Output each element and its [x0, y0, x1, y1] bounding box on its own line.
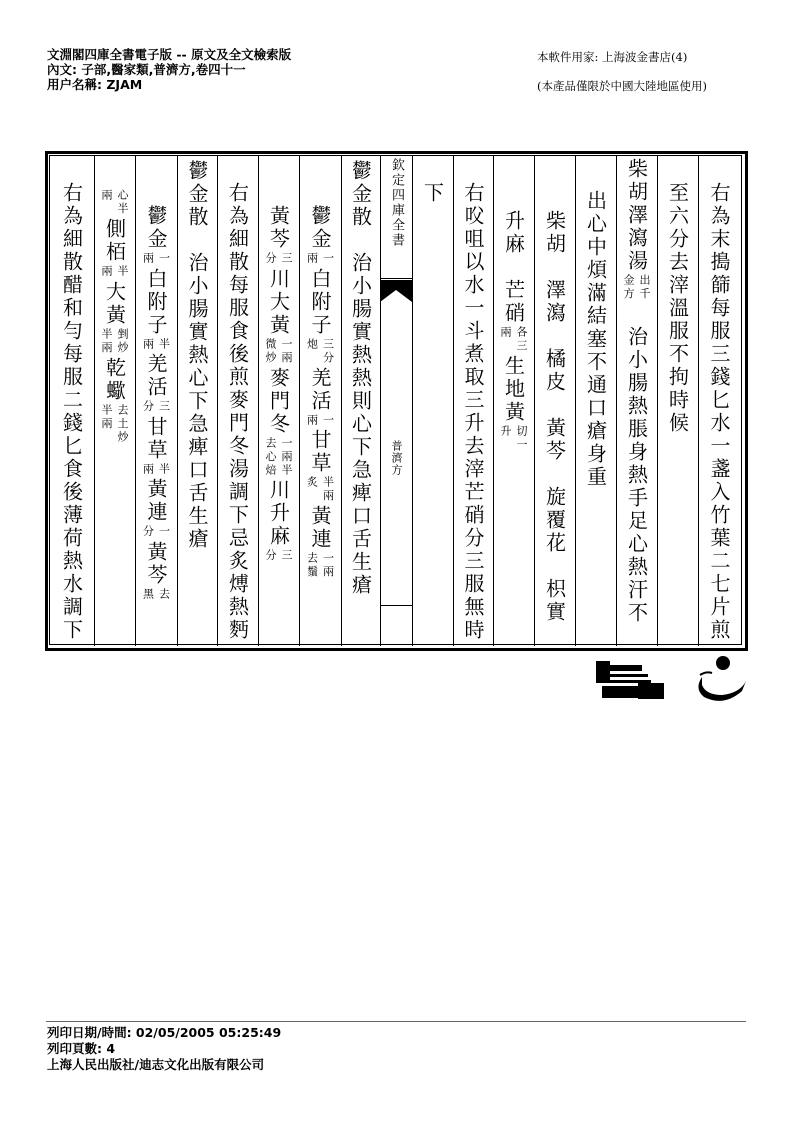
- column-divider: [412, 155, 413, 646]
- note-text: 分: [264, 252, 277, 266]
- interlinear-note: [499, 425, 528, 452]
- interlinear-note: [306, 414, 335, 428]
- note-text: 黑: [141, 587, 155, 601]
- text-column: [177, 0, 217, 551]
- restriction-text: (本產品僅限於中國大陸地區使用): [537, 79, 707, 93]
- main-text: 羌活: [144, 353, 168, 399]
- interlinear-note: [264, 437, 293, 478]
- note-text: 一: [321, 252, 335, 266]
- note-text: 一: [321, 413, 335, 427]
- publisher-logo: [590, 655, 750, 705]
- interlinear-note: [100, 328, 129, 355]
- footer-divider: [46, 1021, 746, 1022]
- main-text: 柴胡澤瀉湯: [624, 158, 649, 273]
- publishers: 上海人民出版社/迪志文化出版有限公司: [47, 1057, 265, 1072]
- main-text: 右為細散每服食後煎麥門冬湯調下忌炙煿熱麪: [225, 182, 250, 642]
- note-text: 去心焙: [264, 436, 277, 477]
- main-text: 黃連: [308, 505, 332, 551]
- main-text: 白附子: [144, 267, 168, 337]
- banner-title-text: 欽定四庫全書: [389, 158, 404, 248]
- note-text: 一兩半: [280, 436, 293, 477]
- note-text: 分: [141, 525, 155, 539]
- banner-book-title: [381, 440, 412, 476]
- note-text: 半: [116, 265, 129, 279]
- note-text: 各三: [515, 326, 528, 353]
- main-text: 下: [420, 182, 445, 205]
- note-text: 升: [499, 425, 512, 439]
- note-text: 兩: [141, 252, 155, 266]
- main-text: 麥門冬: [266, 366, 291, 436]
- note-text: 心半: [116, 189, 129, 216]
- text-column: [453, 0, 493, 642]
- banner-title: [381, 158, 412, 248]
- interlinear-note: [142, 463, 171, 477]
- main-text: 鬱金散 治小腸實熱熱則心下急痺口舌生瘡: [348, 160, 373, 597]
- banner-book-text: 普濟方: [390, 440, 403, 476]
- note-text: 切一: [515, 425, 528, 452]
- text-column: [698, 0, 740, 642]
- interlinear-note: [306, 338, 335, 365]
- note-text: 兩: [141, 462, 155, 476]
- books-logo-icon: [596, 661, 664, 699]
- interlinear-note: [142, 252, 171, 266]
- note-text: 三: [157, 400, 171, 414]
- interlinear-note: [306, 552, 335, 579]
- main-text: 鬱金: [308, 205, 332, 251]
- note-text: 半兩: [321, 476, 335, 503]
- main-text: 甘草: [308, 429, 332, 475]
- text-column: [258, 0, 299, 565]
- text-column: [575, 0, 616, 489]
- interlinear-note: [142, 588, 171, 602]
- interlinear-note: [142, 525, 171, 539]
- main-text: 出心中煩滿結塞不通口瘡身重: [583, 190, 608, 489]
- interlinear-note: [622, 274, 651, 301]
- text-column: [341, 0, 380, 597]
- note-text: 三分: [321, 337, 335, 365]
- note-text: 炮: [305, 337, 319, 351]
- note-text: 分: [141, 400, 155, 414]
- main-text: 川升麻: [266, 479, 291, 548]
- banner-bottom-divider: [380, 605, 412, 606]
- interlinear-note: [100, 404, 129, 445]
- user-name: 用户名稱: ZJAM: [47, 77, 143, 92]
- main-text: 黃連: [144, 478, 168, 524]
- text-column: [217, 0, 258, 642]
- note-text: 剉炒: [116, 327, 129, 355]
- note-text: 一兩: [280, 337, 293, 365]
- note-text: 半: [157, 462, 171, 476]
- text-column: [49, 0, 94, 642]
- note-text: 一兩: [321, 552, 335, 579]
- note-text: 出千: [638, 274, 651, 301]
- note-text: 兩: [141, 337, 155, 351]
- fishtail-mark-icon: [380, 280, 412, 302]
- main-text: 右為末搗篩每服三錢匕水一盞入竹葉二七片煎: [707, 182, 731, 642]
- main-text: 治小腸熱脹身熱手足心熱汗不: [624, 303, 649, 625]
- note-text: 一: [157, 525, 171, 539]
- text-column: [135, 0, 177, 603]
- interlinear-note: [100, 189, 129, 216]
- main-text: 升麻 芒硝: [501, 210, 526, 325]
- note-text: 兩: [499, 326, 512, 340]
- note-text: 兩: [100, 265, 113, 279]
- text-column: [616, 0, 657, 625]
- note-text: 兩: [305, 413, 319, 427]
- note-text: 去: [157, 587, 171, 601]
- note-text: 三: [280, 549, 293, 563]
- note-text: 炙: [305, 476, 319, 490]
- note-text: 兩: [100, 189, 113, 203]
- print-pages: 列印頁數: 4: [47, 1041, 116, 1056]
- interlinear-note: [264, 549, 293, 563]
- interlinear-note: [142, 338, 171, 352]
- main-text: 至六分去滓溫服不拘時候: [665, 182, 690, 435]
- main-text: 甘草: [144, 415, 168, 462]
- main-text: 側栢: [102, 218, 127, 264]
- content-breadcrumb: 內文: 子部,醫家類,普濟方,卷四十一: [47, 62, 246, 77]
- text-column: [534, 0, 575, 624]
- main-text: 右㕮咀以水一斗煮取三升去滓芒硝分三服無時: [461, 182, 485, 642]
- interlinear-note: [100, 265, 129, 279]
- main-text: 鬱金: [144, 205, 168, 251]
- text-column: [94, 0, 135, 446]
- main-text: 乾蠍: [102, 356, 127, 403]
- interlinear-note: [264, 338, 293, 365]
- interlinear-note: [306, 252, 335, 266]
- note-text: 三: [280, 252, 293, 266]
- main-text: 川大黃: [266, 267, 291, 337]
- text-column: [493, 0, 534, 454]
- main-text: 柴胡 澤瀉 橘皮 黃芩 旋覆花 枳實: [542, 210, 567, 624]
- swirl-logo-icon: [698, 656, 746, 701]
- main-text: 大黃: [102, 280, 127, 327]
- interlinear-note: [306, 476, 335, 503]
- app-title: 文淵閣四庫全書電子版 -- 原文及全文檢索版: [47, 47, 292, 62]
- note-text: 分: [264, 549, 277, 563]
- interlinear-note: [264, 252, 293, 266]
- note-text: 去土炒: [116, 403, 129, 444]
- note-text: 微炒: [264, 337, 277, 365]
- main-text: 右為細散醋和勻每服二錢匕食後薄荷熱水調下: [59, 182, 84, 642]
- main-text: 白附子: [308, 267, 332, 337]
- interlinear-note: [499, 326, 528, 353]
- main-text: 鬱金散 治小腸實熱心下急痺口舌生瘡: [185, 160, 209, 551]
- text-column: [299, 0, 341, 581]
- text-column: [657, 0, 698, 435]
- interlinear-note: [142, 400, 171, 414]
- note-text: 半兩: [100, 403, 113, 431]
- note-text: 半: [157, 337, 171, 351]
- note-text: 半兩: [100, 327, 113, 355]
- print-datetime: 列印日期/時間: 02/05/2005 05:25:49: [47, 1025, 282, 1040]
- text-column: [412, 0, 453, 205]
- main-text: 羌活: [308, 366, 332, 413]
- note-text: 兩: [305, 252, 319, 266]
- licensee-text: 本軟件用家: 上海波金書店(4): [537, 50, 688, 64]
- note-text: 金方: [622, 274, 635, 301]
- main-text: 生地黃: [501, 355, 526, 424]
- note-text: 去鬚: [305, 552, 319, 579]
- note-text: 一: [157, 252, 171, 266]
- main-text: 黃芩: [144, 540, 168, 587]
- main-text: 黃芩: [266, 205, 291, 251]
- banner-divider: [380, 278, 412, 279]
